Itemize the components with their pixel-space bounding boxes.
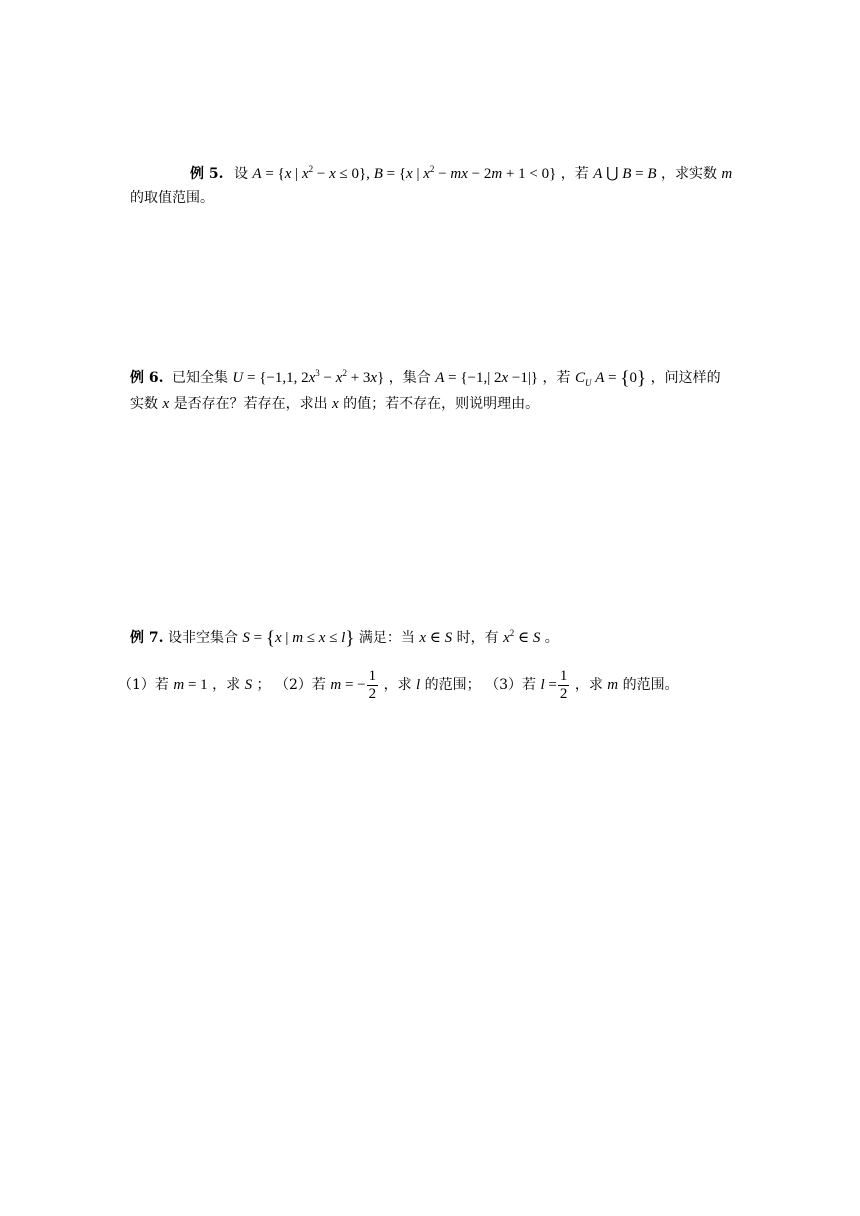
example-5-text-b: ，若 (560, 166, 589, 182)
part-3-fraction: $\frac{1}{2}$ (559, 667, 568, 702)
part-1-end: ； (256, 677, 271, 693)
example-7-parts-line (118, 666, 679, 704)
example-5-line-1 (190, 164, 732, 184)
part-1-var-s: S (244, 677, 253, 693)
example-5-text-c: ，求实数 (660, 166, 717, 182)
example-6-var-x-2: x (332, 396, 339, 412)
example-5-sets-formula: A = {x | $x^2 - x \le 0$}, B = {x | $x^2$ − mx − 2m + 1 < 0} (252, 164, 557, 182)
part-3-condition: l = (540, 677, 557, 693)
part-3-label: （3）若 (485, 677, 537, 693)
example-6-text-b: ，集合 (388, 370, 431, 386)
example-6-text-a: 已知全集 (171, 370, 228, 386)
example-5-var-m: m (721, 166, 733, 182)
example-6-line-2-b: 是否存在？若存在，求出 (173, 396, 328, 412)
part-2-text: ，求 (383, 677, 412, 693)
part-2-label: （2）若 (275, 677, 326, 693)
example-5-text-a: 设 (233, 166, 248, 182)
example-6-complement: $C_U$ A = {0} (574, 368, 647, 389)
example-7-condition: x ∈ S (419, 630, 453, 646)
example-7-text-d: 。 (544, 630, 559, 646)
example-6-label: 例 6. (130, 370, 164, 386)
example-6-var-x: x (162, 396, 170, 412)
example-5-union-formula: A ⋃ B = B (593, 166, 657, 182)
part-2-condition: m = − (330, 677, 366, 693)
part-1-condition: m = 1 (173, 677, 208, 693)
example-6-line-1 (130, 368, 721, 389)
part-2-var-l: l (416, 677, 421, 693)
part-3-text: ，求 (574, 677, 603, 693)
example-6-set-a: A = {−1,| 2x −1|} (435, 370, 539, 386)
example-7-label: 例 7. (130, 630, 164, 646)
example-7-text-b: 满足：当 (358, 630, 415, 646)
example-6-line-2-a: 实数 (130, 396, 158, 412)
example-7-text-c: 时，有 (456, 630, 499, 646)
example-6-text-d: ，问这样的 (650, 370, 721, 386)
example-6-line-2-c: 的值；若不存在，则说明理由。 (343, 396, 540, 412)
part-2-end: 的范围； (424, 677, 481, 693)
part-2-fraction: $\frac{1}{2}$ (368, 667, 377, 702)
part-1-text: ，求 (212, 677, 241, 693)
example-7-set-s: S = {x | m ≤ x ≤ l} (242, 628, 355, 649)
example-6-line-2 (130, 394, 539, 414)
example-6-text-c: ，若 (542, 370, 571, 386)
example-7-result: $x^2$ ∈ S (503, 628, 541, 646)
part-1-label: （1）若 (118, 677, 169, 693)
example-6-universal-set: U = {−1,1, $2x^3 - x^2 + 3x$} (232, 368, 385, 386)
example-5-label: 例 5. (190, 166, 224, 182)
example-7-text-a: 设非空集合 (167, 630, 238, 646)
example-7-line-1 (130, 628, 559, 649)
part-3-var-m: m (607, 677, 619, 693)
part-3-end: 的范围。 (622, 677, 679, 693)
example-5-line-2: 的取值范围。 (130, 190, 214, 206)
